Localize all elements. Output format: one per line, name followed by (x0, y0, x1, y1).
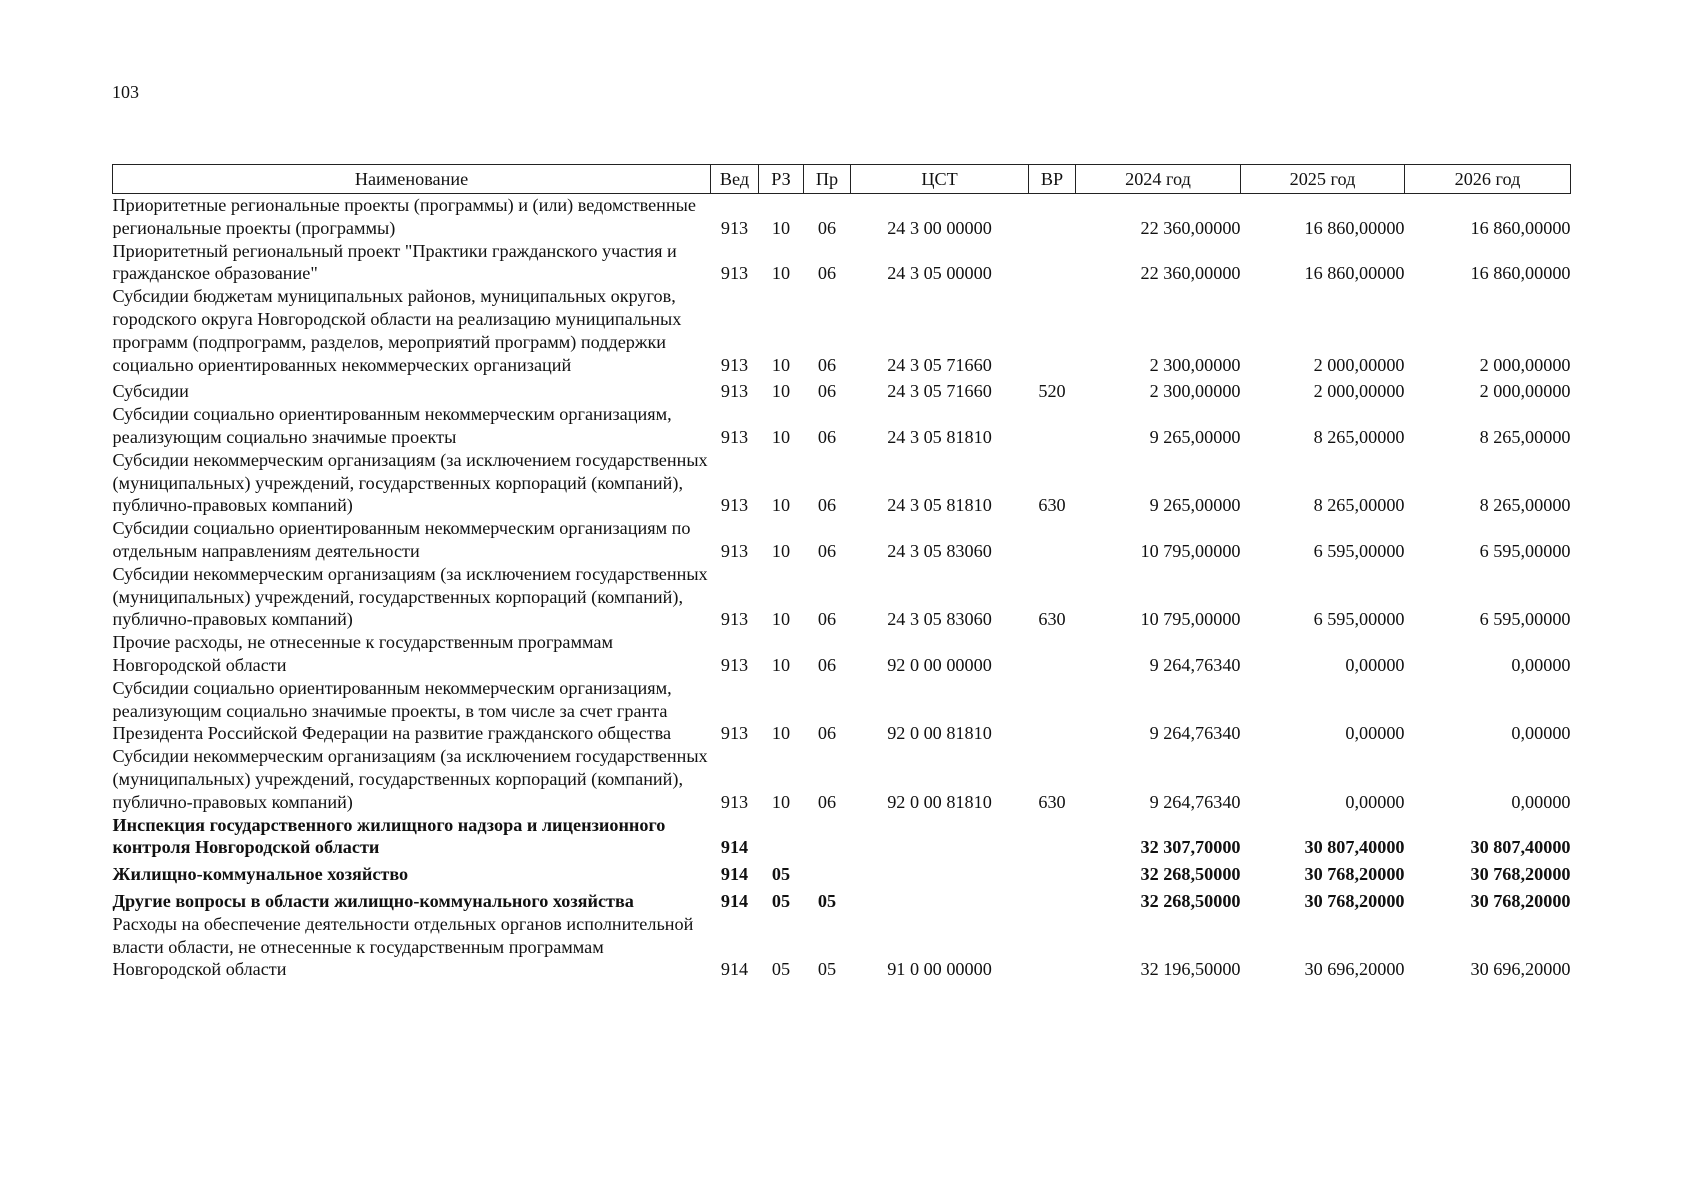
table-row (113, 194, 1571, 240)
cell-vr: 630 (1038, 791, 1066, 812)
cell-name: Субсидии бюджетам муниципальных районов, муниципальных округов, городского округа Новгородской области на реализацию муниципальных программ (подпрограмм, разделов, мероприятий программ) поддержки социально ориентированных некоммерческих организаций (112, 286, 682, 375)
cell-ved: 913 (720, 217, 749, 238)
cell-name: Субсидии социально ориентированным некоммерческим организациям, реализующим социально значимые проекты, в том числе за счет гранта Президента Российской Федерации на развитие гражданского общества (112, 677, 672, 744)
cell-name: Другие вопросы в области жилищно-коммунального хозяйства (112, 890, 634, 911)
cell-vr (1029, 403, 1076, 449)
cell-vr (1029, 814, 1076, 860)
cell-2026: 6 595,00000 (1479, 540, 1571, 561)
cell-cst: 24 3 05 00000 (887, 263, 992, 284)
cell-rz: 05 (771, 864, 791, 885)
cell-ved: 913 (720, 263, 749, 284)
cell-vr (1029, 631, 1076, 677)
cell-ved: 914 (720, 837, 749, 858)
cell-name: Субсидии (112, 381, 189, 402)
cell-2025: 2 000,00000 (1313, 381, 1405, 402)
header-ved: Вед (711, 165, 759, 194)
cell-name: Приоритетный региональный проект "Практики гражданского участия и гражданское образование" (112, 240, 677, 284)
header-vr: ВР (1029, 165, 1076, 194)
cell-2026: 30 807,40000 (1470, 837, 1571, 858)
table-row (113, 859, 1571, 886)
cell-rz: 10 (771, 723, 791, 744)
cell-ved: 913 (720, 791, 749, 812)
header-row (113, 165, 1571, 194)
cell-name: Субсидии некоммерческим организациям (за исключением государственных (муниципальных) учреждений, государственных корпораций (компаний), публично-правовых компаний) (112, 449, 708, 516)
cell-rz: 10 (771, 217, 791, 238)
header-2025: 2025 год (1241, 165, 1405, 194)
cell-cst (851, 814, 1029, 860)
cell-ved: 913 (720, 381, 749, 402)
table-row (113, 403, 1571, 449)
cell-rz: 10 (771, 654, 791, 675)
cell-vr (1029, 194, 1076, 240)
cell-cst: 24 3 05 71660 (887, 381, 992, 402)
cell-cst: 92 0 00 00000 (887, 654, 992, 675)
table-row (113, 814, 1571, 860)
cell-rz: 10 (771, 381, 791, 402)
header-rz: РЗ (759, 165, 804, 194)
cell-2026: 30 696,20000 (1470, 959, 1571, 980)
cell-ved: 913 (720, 426, 749, 447)
cell-cst (851, 859, 1029, 886)
header-2026: 2026 год (1405, 165, 1571, 194)
cell-pr: 06 (817, 217, 837, 238)
cell-ved: 914 (720, 864, 749, 885)
cell-2025: 30 768,20000 (1304, 864, 1405, 885)
cell-2026: 30 768,20000 (1470, 890, 1571, 911)
cell-vr (1029, 886, 1076, 913)
cell-name: Жилищно-коммунальное хозяйство (112, 864, 409, 885)
cell-rz: 10 (771, 495, 791, 516)
cell-ved: 913 (720, 495, 749, 516)
cell-2024: 9 264,76340 (1149, 654, 1241, 675)
cell-rz (759, 814, 804, 860)
cell-2026: 30 768,20000 (1470, 864, 1571, 885)
cell-2025: 30 807,40000 (1304, 837, 1405, 858)
header-name: Наименование (113, 165, 711, 194)
cell-vr: 520 (1038, 381, 1066, 402)
cell-2026: 0,00000 (1511, 791, 1571, 812)
table-row (113, 285, 1571, 376)
cell-name: Расходы на обеспечение деятельности отдельных органов исполнительной власти области, не отнесенные к государственным программам Новгородской области (112, 913, 694, 980)
cell-2025: 16 860,00000 (1304, 263, 1405, 284)
cell-cst (851, 886, 1029, 913)
cell-vr (1029, 859, 1076, 886)
cell-rz: 05 (771, 959, 791, 980)
cell-pr: 06 (817, 426, 837, 447)
cell-2025: 30 696,20000 (1304, 959, 1405, 980)
cell-cst: 91 0 00 00000 (887, 959, 992, 980)
cell-2024: 32 307,70000 (1140, 837, 1241, 858)
cell-name: Субсидии социально ориентированным некоммерческим организациям по отдельным направлениям деятельности (112, 518, 691, 561)
cell-2026: 16 860,00000 (1470, 263, 1571, 284)
cell-2024: 22 360,00000 (1140, 263, 1241, 284)
table-row (113, 240, 1571, 286)
cell-ved: 913 (720, 654, 749, 675)
table-row (113, 517, 1571, 563)
cell-cst: 24 3 05 81810 (887, 495, 992, 516)
cell-pr: 06 (817, 495, 837, 516)
cell-2024: 2 300,00000 (1149, 381, 1241, 402)
cell-vr (1029, 913, 1076, 981)
cell-pr (804, 859, 851, 886)
cell-vr: 630 (1038, 495, 1066, 516)
cell-vr (1029, 285, 1076, 376)
cell-cst: 24 3 05 83060 (887, 540, 992, 561)
cell-vr: 630 (1038, 609, 1066, 630)
cell-2025: 30 768,20000 (1304, 890, 1405, 911)
cell-vr (1029, 677, 1076, 745)
cell-pr: 05 (817, 959, 837, 980)
cell-name: Инспекция государственного жилищного надзора и лицензионного контроля Новгородской области (112, 814, 666, 858)
cell-2026: 2 000,00000 (1479, 381, 1571, 402)
cell-pr (804, 814, 851, 860)
cell-2024: 32 268,50000 (1140, 864, 1241, 885)
table-row (113, 913, 1571, 981)
cell-rz: 10 (771, 263, 791, 284)
cell-2025: 2 000,00000 (1313, 354, 1405, 375)
cell-2026: 2 000,00000 (1479, 354, 1571, 375)
cell-pr: 06 (817, 263, 837, 284)
header-pr: Пр (804, 165, 851, 194)
cell-2025: 16 860,00000 (1304, 217, 1405, 238)
table-row (113, 376, 1571, 403)
cell-2025: 6 595,00000 (1313, 540, 1405, 561)
cell-2024: 32 196,50000 (1140, 959, 1241, 980)
cell-pr: 06 (817, 791, 837, 812)
cell-rz: 05 (771, 890, 791, 911)
cell-2024: 22 360,00000 (1140, 217, 1241, 238)
table-row (113, 677, 1571, 745)
cell-cst: 24 3 05 71660 (887, 354, 992, 375)
cell-2024: 10 795,00000 (1140, 609, 1241, 630)
cell-2024: 9 264,76340 (1149, 723, 1241, 744)
header-2024: 2024 год (1076, 165, 1241, 194)
cell-2026: 0,00000 (1511, 654, 1571, 675)
cell-ved: 913 (720, 354, 749, 375)
cell-2024: 32 268,50000 (1140, 890, 1241, 911)
header-cst: ЦСТ (851, 165, 1029, 194)
cell-name: Субсидии социально ориентированным некоммерческим организациям, реализующим социально значимые проекты (112, 404, 672, 447)
table-body (113, 194, 1571, 982)
cell-vr (1029, 240, 1076, 286)
cell-pr: 05 (817, 890, 837, 911)
cell-pr: 06 (817, 609, 837, 630)
cell-rz: 10 (771, 426, 791, 447)
cell-2026: 0,00000 (1511, 723, 1571, 744)
cell-cst: 92 0 00 81810 (887, 791, 992, 812)
cell-2025: 8 265,00000 (1313, 426, 1405, 447)
table-row (113, 449, 1571, 517)
cell-cst: 24 3 00 00000 (887, 217, 992, 238)
cell-2026: 6 595,00000 (1479, 609, 1571, 630)
cell-ved: 913 (720, 540, 749, 561)
cell-pr: 06 (817, 354, 837, 375)
cell-vr (1029, 517, 1076, 563)
cell-pr: 06 (817, 381, 837, 402)
cell-2026: 8 265,00000 (1479, 426, 1571, 447)
cell-2024: 2 300,00000 (1149, 354, 1241, 375)
cell-2024: 10 795,00000 (1140, 540, 1241, 561)
cell-pr: 06 (817, 723, 837, 744)
cell-2025: 0,00000 (1345, 654, 1405, 675)
cell-ved: 914 (720, 959, 749, 980)
cell-cst: 24 3 05 81810 (887, 426, 992, 447)
cell-rz: 10 (771, 540, 791, 561)
cell-cst: 24 3 05 83060 (887, 609, 992, 630)
cell-2024: 9 264,76340 (1149, 791, 1241, 812)
table-row (113, 631, 1571, 677)
cell-rz: 10 (771, 791, 791, 812)
budget-table-container (112, 164, 1570, 981)
cell-pr: 06 (817, 654, 837, 675)
cell-2024: 9 265,00000 (1149, 495, 1241, 516)
cell-name: Субсидии некоммерческим организациям (за исключением государственных (муниципальных) учреждений, государственных корпораций (компаний), публично-правовых компаний) (112, 746, 708, 812)
cell-2025: 8 265,00000 (1313, 495, 1405, 516)
cell-2025: 0,00000 (1345, 723, 1405, 744)
cell-name: Прочие расходы, не отнесенные к государственным программам Новгородской области (112, 632, 613, 675)
budget-table (112, 164, 1571, 981)
cell-2026: 16 860,00000 (1470, 217, 1571, 238)
table-header (113, 165, 1571, 194)
cell-ved: 914 (720, 890, 749, 911)
cell-rz: 10 (771, 354, 791, 375)
table-row (113, 563, 1571, 631)
cell-ved: 913 (720, 609, 749, 630)
cell-pr: 06 (817, 540, 837, 561)
cell-2024: 9 265,00000 (1149, 426, 1241, 447)
table-row (113, 745, 1571, 813)
cell-cst: 92 0 00 81810 (887, 723, 992, 744)
cell-name: Субсидии некоммерческим организациям (за исключением государственных (муниципальных) учреждений, государственных корпораций (компаний), публично-правовых компаний) (112, 563, 708, 630)
cell-name: Приоритетные региональные проекты (программы) и (или) ведомственные региональные проекты (программы) (112, 195, 696, 238)
page-number: 103 (112, 82, 139, 102)
cell-rz: 10 (771, 609, 791, 630)
cell-ved: 913 (720, 723, 749, 744)
cell-2025: 0,00000 (1345, 791, 1405, 812)
cell-2026: 8 265,00000 (1479, 495, 1571, 516)
cell-2025: 6 595,00000 (1313, 609, 1405, 630)
table-row (113, 886, 1571, 913)
